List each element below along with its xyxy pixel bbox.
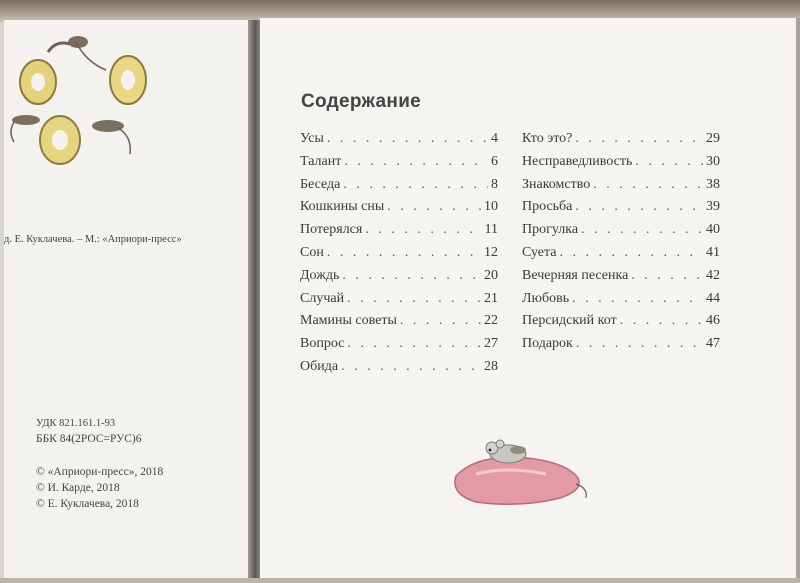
toc-entry bbox=[300, 359, 498, 381]
toc-entry bbox=[522, 199, 720, 221]
toc-leader-dots bbox=[341, 359, 481, 375]
toc-entry bbox=[522, 291, 720, 313]
toc-entry-page: 8 bbox=[491, 176, 498, 192]
toc-entry-title: Потерялся bbox=[300, 222, 363, 238]
toc-entry-page: 27 bbox=[484, 336, 498, 352]
toc-leader-dots bbox=[635, 154, 703, 170]
toc-entry bbox=[522, 131, 720, 153]
toc-leader-dots bbox=[631, 268, 703, 284]
toc-entry-title: Несправедливость bbox=[522, 153, 633, 169]
toc-entry bbox=[522, 177, 720, 199]
toc-entry-title: Персидский кот bbox=[522, 313, 617, 329]
toc-entry-page: 21 bbox=[484, 290, 498, 306]
toc-leader-dots bbox=[344, 154, 488, 170]
toc-entry-title: Любовь bbox=[522, 290, 570, 306]
toc-leader-dots bbox=[581, 222, 703, 238]
toc-entry-title: Кошкины сны bbox=[300, 199, 385, 215]
toc-leader-dots bbox=[327, 245, 481, 261]
toc-entry-title: Подарок bbox=[522, 336, 573, 352]
toc-entry-page: 4 bbox=[491, 131, 498, 146]
toc-entry-page: 28 bbox=[484, 359, 498, 374]
toc-title: Содержание bbox=[301, 91, 422, 112]
toc-entry-title: Обида bbox=[300, 359, 339, 374]
toc-entry-title: Сон bbox=[300, 245, 324, 260]
toc-entry-page: 30 bbox=[706, 153, 720, 169]
toc-leader-dots bbox=[575, 131, 703, 147]
toc-leader-dots bbox=[560, 245, 703, 261]
toc-leader-dots bbox=[343, 177, 488, 193]
toc-entry-title: Случай bbox=[300, 290, 345, 306]
toc-entry bbox=[300, 313, 498, 335]
toc-entry-page: 22 bbox=[484, 313, 498, 329]
toc-leader-dots bbox=[347, 336, 481, 352]
toc-entry-title: Кто это? bbox=[522, 131, 573, 146]
toc-leader-dots bbox=[387, 199, 481, 215]
toc-entry bbox=[522, 268, 720, 290]
toc-entry-title: Талант bbox=[300, 153, 342, 169]
bbk-code: ББК 84(2РОС=РУС)6 bbox=[36, 433, 142, 445]
toc-entry bbox=[522, 154, 720, 176]
toc-entry-title: Мамины советы bbox=[300, 313, 397, 329]
toc-entry bbox=[300, 245, 498, 267]
mouse-on-cushion-illustration bbox=[446, 424, 596, 514]
toc-leader-dots bbox=[327, 131, 488, 147]
toc-entry-page: 41 bbox=[706, 245, 720, 260]
copyright-illustrator: © И. Карде, 2018 bbox=[36, 482, 120, 494]
toc-leader-dots bbox=[575, 199, 703, 215]
toc-entry-page: 40 bbox=[706, 222, 720, 238]
toc-leader-dots bbox=[400, 313, 481, 329]
toc-entry bbox=[300, 199, 498, 221]
toc-entry bbox=[300, 291, 498, 313]
toc-entry bbox=[300, 131, 498, 153]
book-bottom-edge bbox=[0, 578, 800, 583]
toc-leader-dots bbox=[347, 291, 481, 307]
toc-entry bbox=[300, 222, 498, 244]
toc-entry-title: Вопрос bbox=[300, 336, 345, 352]
toc-entry bbox=[522, 313, 720, 335]
toc-entry-page: 38 bbox=[706, 176, 720, 192]
copyright-author: © Е. Куклачева, 2018 bbox=[36, 498, 139, 510]
toc-entry-title: Суета bbox=[522, 245, 557, 260]
toc-entry bbox=[300, 154, 498, 176]
toc-leader-dots bbox=[572, 291, 703, 307]
toc-entry-title: Усы bbox=[300, 131, 324, 146]
toc-entry-page: 47 bbox=[706, 336, 720, 352]
toc-entry-page: 46 bbox=[706, 313, 720, 329]
mice-bagels-illustration bbox=[8, 22, 168, 172]
book-spine bbox=[248, 20, 260, 583]
toc-entry bbox=[300, 336, 498, 358]
toc-entry bbox=[522, 222, 720, 244]
imprint-line: д. Е. Куклачева. – М.: «Априори-пресс» bbox=[4, 234, 182, 245]
toc-leader-dots bbox=[576, 336, 703, 352]
toc-entry-page: 12 bbox=[484, 245, 498, 260]
toc-entry-page: 44 bbox=[706, 290, 720, 306]
toc-entry-title: Вечерняя песенка bbox=[522, 267, 629, 283]
toc-entry-page: 42 bbox=[706, 267, 720, 283]
toc-entry-title: Прогулка bbox=[522, 222, 579, 238]
toc-leader-dots bbox=[342, 268, 481, 284]
toc-entry bbox=[522, 245, 720, 267]
toc-entry-page: 10 bbox=[484, 199, 498, 215]
toc-entry-title: Дождь bbox=[300, 267, 340, 283]
toc-entry-title: Просьба bbox=[522, 199, 573, 215]
toc-entry-page: 6 bbox=[491, 153, 498, 169]
toc-entry-page: 29 bbox=[706, 131, 720, 146]
copyright-publisher: © «Априори-пресс», 2018 bbox=[36, 466, 164, 478]
udk-code: УДК 821.161.1-93 bbox=[36, 418, 116, 429]
toc-entry-page: 20 bbox=[484, 267, 498, 283]
page-edge bbox=[796, 18, 800, 583]
toc-entry-page: 39 bbox=[706, 199, 720, 215]
toc-entry bbox=[522, 336, 720, 358]
toc-leader-dots bbox=[620, 313, 703, 329]
toc-entry bbox=[300, 268, 498, 290]
toc-leader-dots bbox=[365, 222, 481, 238]
toc-entry bbox=[300, 177, 498, 199]
toc-entry-title: Беседа bbox=[300, 176, 341, 192]
toc-entry-title: Знакомство bbox=[522, 176, 591, 192]
toc-leader-dots bbox=[593, 177, 703, 193]
toc-entry-page: 11 bbox=[484, 222, 498, 238]
